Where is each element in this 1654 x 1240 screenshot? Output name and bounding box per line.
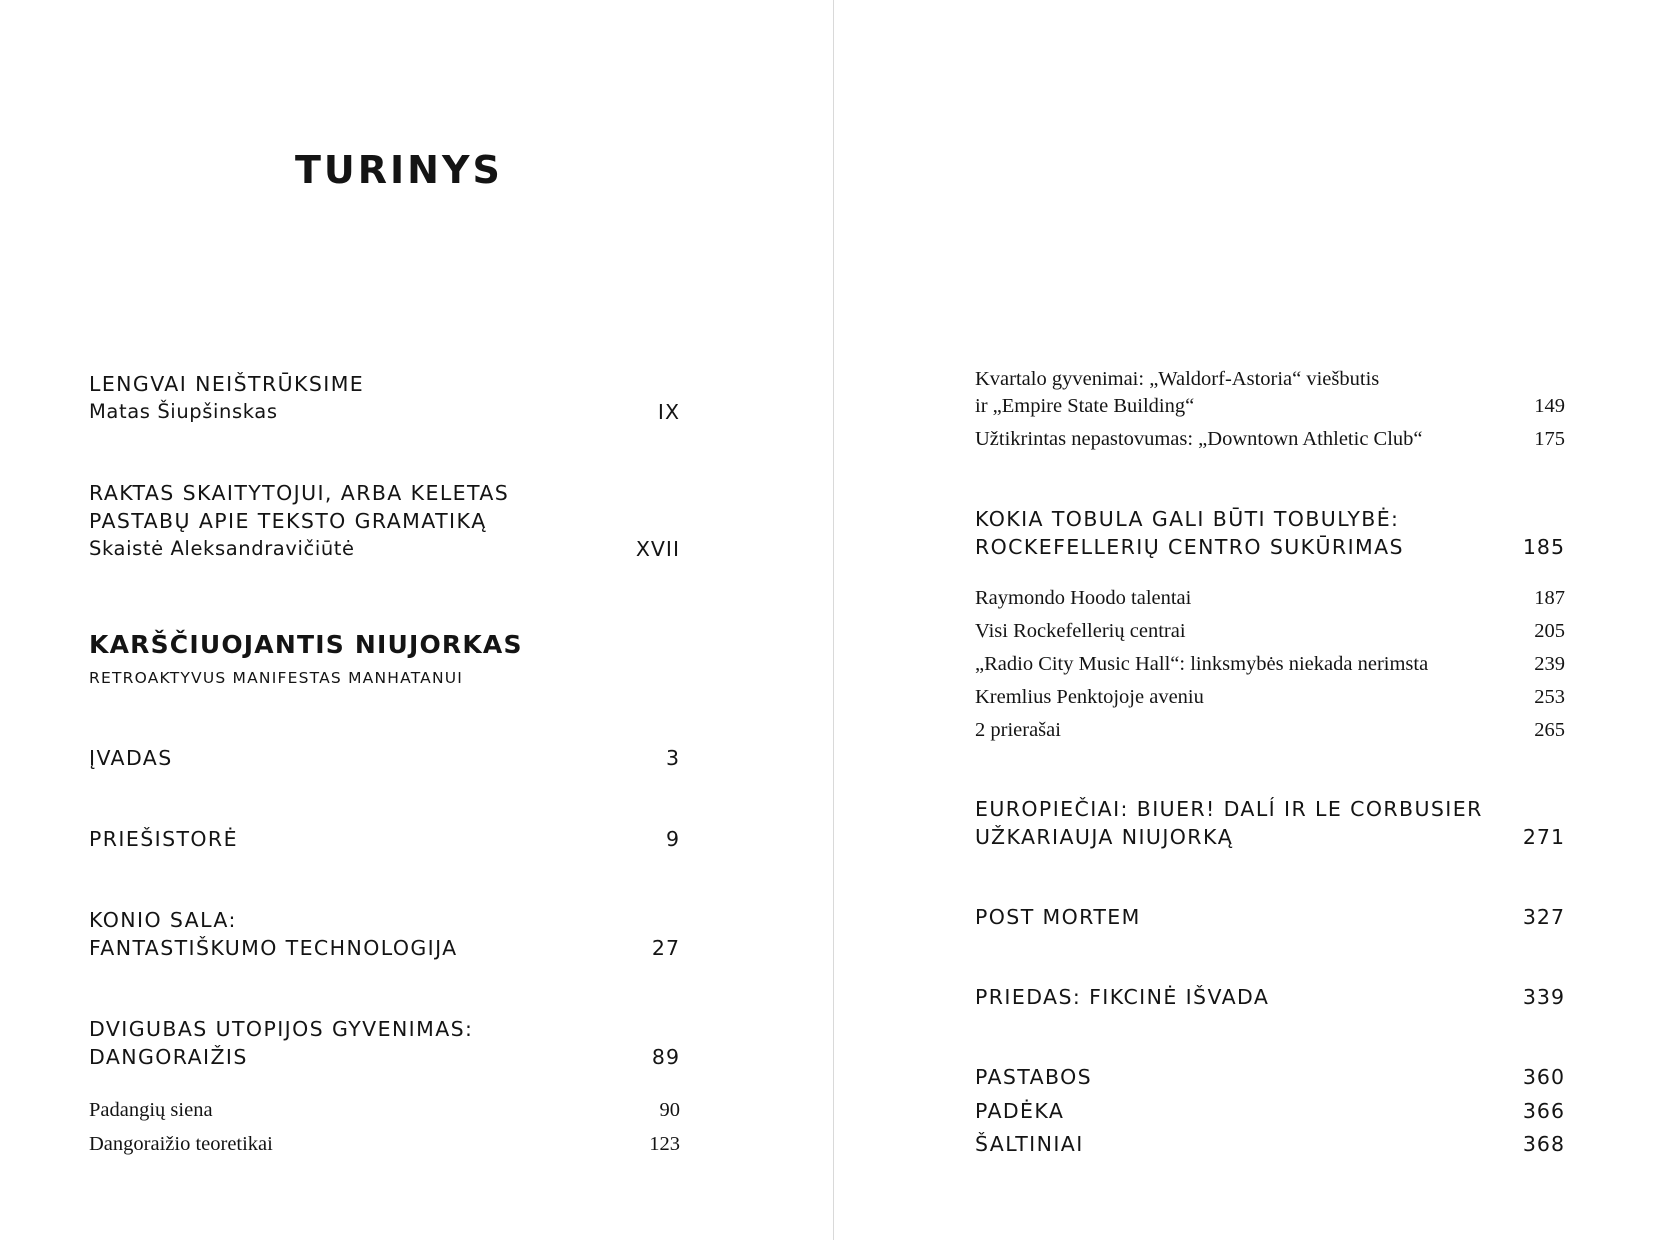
toc-page-number: 175 [1534, 428, 1565, 450]
toc-page-number: 149 [1534, 395, 1565, 417]
toc-chapter-title: FANTASTIŠKUMO TECHNOLOGIJA [89, 936, 458, 960]
toc-chapter-title: UŽKARIAUJA NIUJORKĄ [975, 825, 1234, 849]
toc-chapter-title: KONIO SALA: [89, 908, 237, 932]
toc-chapter-title: DANGORAIŽIS [89, 1045, 248, 1069]
toc-subsection-title: Dangoraižio teoretikai [89, 1133, 273, 1155]
toc-chapter-title: ROCKEFELLERIŲ CENTRO SUKŪRIMAS [975, 535, 1404, 559]
toc-page-number: XVII [635, 537, 680, 561]
toc-page-number: 265 [1534, 719, 1565, 741]
toc-page-number: 89 [651, 1045, 680, 1069]
toc-page-number: 239 [1534, 653, 1565, 675]
page-gutter-divider [833, 0, 834, 1240]
toc-chapter-title: PRIEŠISTORĖ [89, 827, 238, 851]
toc-chapter-title: POST MORTEM [975, 905, 1141, 929]
toc-subsection-title: Raymondo Hoodo talentai [975, 587, 1192, 609]
toc-page-number: 368 [1522, 1132, 1565, 1156]
toc-subsection-title: Užtikrintas nepastovumas: „Downtown Athletic Club“ [975, 428, 1423, 450]
toc-entry-author: Matas Šiupšinskas [89, 400, 278, 423]
toc-page-number: 123 [649, 1133, 680, 1155]
toc-subsection-title: Visi Rockefellerių centrai [975, 620, 1186, 642]
toc-subsection-title: Padangių siena [89, 1099, 213, 1121]
toc-subsection-title: ir „Empire State Building“ [975, 395, 1195, 417]
contents-title: TURINYS [295, 148, 503, 192]
toc-chapter-title: PASTABOS [975, 1065, 1093, 1089]
toc-page-number: 185 [1522, 535, 1565, 559]
toc-chapter-title: DVIGUBAS UTOPIJOS GYVENIMAS: [89, 1017, 474, 1041]
toc-page-number: 339 [1522, 985, 1565, 1009]
toc-page-number: 9 [665, 827, 680, 851]
toc-page-number: 187 [1534, 587, 1565, 609]
toc-subsection-title: „Radio City Music Hall“: linksmybės niekada nerimsta [975, 653, 1429, 675]
toc-page-number: 327 [1522, 905, 1565, 929]
toc-entry-title: PASTABŲ APIE TEKSTO GRAMATIKĄ [89, 509, 487, 533]
toc-chapter-title: EUROPIEČIAI: BIUER! DALÍ IR LE CORBUSIER [975, 797, 1483, 821]
toc-chapter-title: PADĖKA [975, 1099, 1065, 1123]
toc-page-number: 27 [651, 936, 680, 960]
toc-chapter-title: ŠALTINIAI [975, 1132, 1084, 1156]
part-subtitle: RETROAKTYVUS MANIFESTAS MANHATANUI [89, 669, 464, 687]
toc-subsection-title: Kvartalo gyvenimai: „Waldorf-Astoria“ viešbutis [975, 368, 1380, 390]
toc-page-number: 90 [659, 1099, 680, 1121]
toc-entry-title: LENGVAI NEIŠTRŪKSIME [89, 372, 365, 396]
toc-entry-author: Skaistė Aleksandravičiūtė [89, 537, 355, 560]
toc-subsection-title: 2 prierašai [975, 719, 1061, 741]
toc-page-number: 271 [1522, 825, 1565, 849]
toc-subsection-title: Kremlius Penktojoje aveniu [975, 686, 1204, 708]
toc-chapter-title: PRIEDAS: FIKCINĖ IŠVADA [975, 985, 1270, 1009]
toc-chapter-title: KOKIA TOBULA GALI BŪTI TOBULYBĖ: [975, 507, 1400, 531]
toc-page-number: 360 [1522, 1065, 1565, 1089]
toc-page-number: 3 [665, 746, 680, 770]
toc-page-number: 205 [1534, 620, 1565, 642]
toc-page-number: IX [657, 400, 680, 424]
part-title: KARŠČIUOJANTIS NIUJORKAS [89, 630, 523, 659]
toc-page-number: 253 [1534, 686, 1565, 708]
toc-entry-title: RAKTAS SKAITYTOJUI, ARBA KELETAS [89, 481, 510, 505]
toc-page-number: 366 [1522, 1099, 1565, 1123]
toc-chapter-title: ĮVADAS [89, 746, 173, 770]
